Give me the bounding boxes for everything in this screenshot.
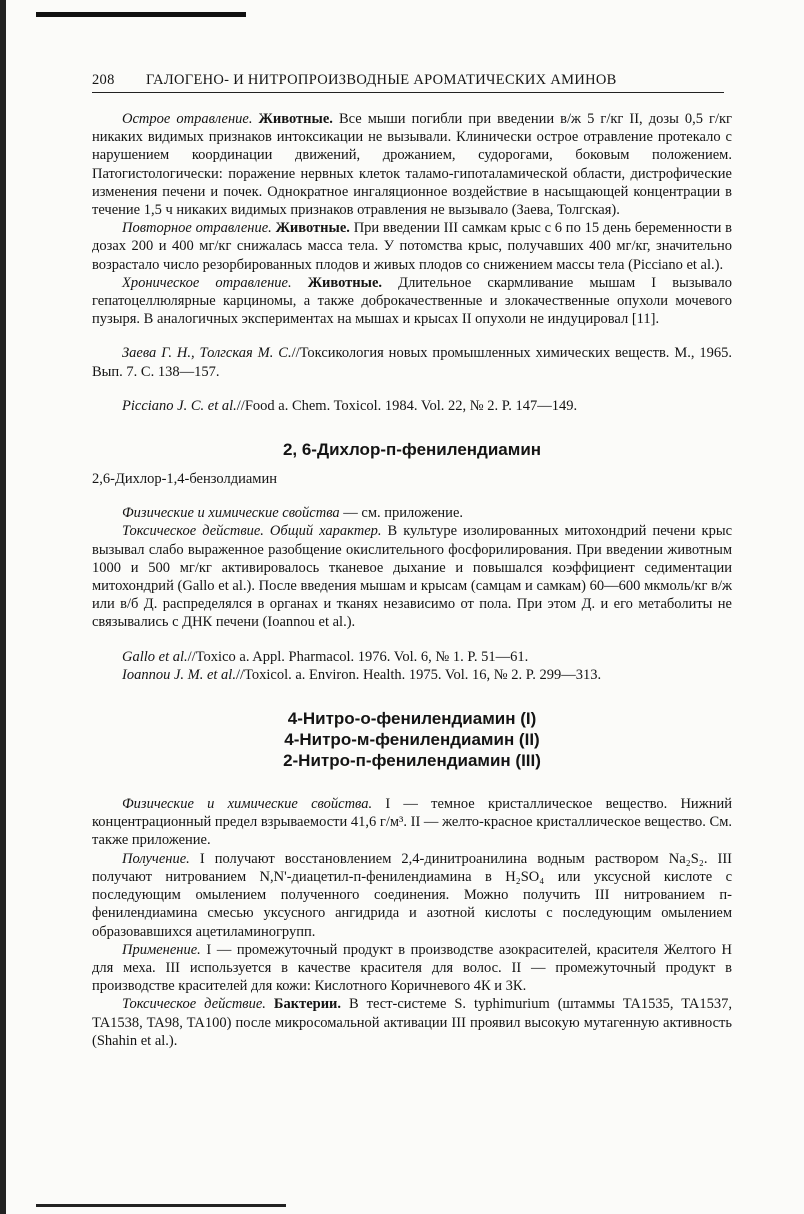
ref-authors: Gallo et al. — [122, 648, 188, 665]
label: Хроническое отравление. — [122, 274, 292, 291]
label: Токсическое действие. — [122, 996, 266, 1013]
text: I — промежуточный продукт в производстве азокрасителей, красителя Желтого Н для меха. III используется в качестве красителя для волос. II — промежуточный продукт в производстве красителей для кожи: Кислотного Коричневого 4К и 3К. — [92, 941, 732, 995]
page-content — [92, 110, 732, 1050]
bold-label: Животные. — [275, 220, 350, 237]
ref-authors: Picciano J. C. et al. — [122, 397, 237, 414]
label: Острое отравление. — [122, 111, 253, 127]
section-title: 4-Нитро-м-фенилендиамин (II) — [284, 730, 540, 750]
section-title: 2-Нитро-п-фенилендиамин (III) — [283, 751, 541, 771]
header-rule — [92, 92, 724, 93]
reference — [92, 397, 732, 415]
text: I получают восстановлением 2,4-динитроанилина водным раствором Na₂S₂. III получают нитрованием N,N'-диацетил-п-фенилендиамина в H₂SO₄ или уксусной кислоте с последующим омылением полученного соединения. Можно получить III нитрованием п-фенилендиамина смесью уксусного ангидрида и азотной кислоты с последующим омылением образовавшихся ацетиламиногрупп. — [92, 850, 732, 940]
text: В тест-системе S. typhimurium (штаммы TA1535, TA1537, TA1538, TA98, TA100) после микросомальной активации III проявил высокую мутагенную активность (Shahin et al.). — [92, 996, 732, 1049]
scan-mark — [36, 12, 246, 17]
ref-authors: Ioannou J. M. et al. — [122, 666, 236, 683]
section-synonym: 2,6-Дихлор-1,4-бензолдиамин — [92, 471, 277, 488]
label: Токсическое действие. Общий характер. — [122, 523, 382, 540]
ref-text: //Toxico a. Appl. Pharmacol. 1976. Vol. 6, № 1. P. 51—61. — [187, 648, 529, 665]
label: Получение. — [122, 850, 190, 867]
section-title: 4-Нитро-о-фенилендиамин (I) — [287, 709, 537, 729]
text: В культуре изолированных митохондрий печени крыс вызывал слабо выраженное разобщение окислительного фосфорилирования. При введении животным 1000 и 500 мг/кг активировалось тканевое дыхание и повышался коэффициент седиментации митохондрий (Gallo et al.). После введения мышам и крысам (самцам и самкам) 60—600 мкмоль/кг в/ж или в/б Д. распределялся в органах и тканях независимо от пола. При этом Д. и его метаболиты не связывались с ДНК печени (Ioannou et al.). — [92, 523, 733, 631]
reference — [92, 666, 732, 684]
label: Физические и химические свойства — [122, 505, 340, 522]
ref-authors: Заева Г. Н., Толгская М. С. — [122, 345, 292, 362]
section-title: 2, 6-Дихлор-п-фенилендиамин — [282, 440, 542, 460]
reference — [92, 648, 732, 666]
section-title-group — [92, 708, 732, 771]
paragraph-repeated — [92, 219, 732, 274]
ref-text: //Food a. Chem. Toxicol. 1984. Vol. 22, № 2. P. 147—149. — [236, 397, 578, 414]
text: — см. приложение. — [343, 505, 464, 522]
paragraph-chronic — [92, 274, 732, 329]
page-number: 208 — [92, 72, 115, 88]
text: При введении III самкам крыс с 6 по 15 день беременности в дозах 200 и 400 мг/кг снижалась масса тела. У потомства крыс, получавших 400 мг/кг, значительно возрастало число резорбированных плодов и живых плодов со снижением массы тела (Picciano et al.). — [92, 220, 733, 273]
scan-mark — [36, 1204, 286, 1207]
reference — [92, 344, 732, 380]
paragraph-properties — [92, 795, 732, 850]
paragraph-properties — [92, 504, 732, 522]
text: I — темное кристаллическое вещество. Нижний концентрационный предел взрываемости 41,6 г/м³. II — желто-красное кристаллическое вещество. См. также приложение. — [92, 796, 732, 849]
bold-label: Бактерии. — [273, 996, 342, 1013]
paragraph-acute — [92, 110, 732, 219]
paragraph-production — [92, 850, 732, 941]
running-header — [92, 70, 732, 96]
running-title: ГАЛОГЕНО- И НИТРОПРОИЗВОДНЫЕ АРОМАТИЧЕСКИХ АМИНОВ — [146, 72, 617, 88]
paragraph-toxic — [92, 995, 732, 1050]
label: Применение. — [122, 941, 201, 958]
ref-text: //Toxicol. a. Environ. Health. 1975. Vol. 16, № 2. P. 299—313. — [235, 666, 602, 683]
paragraph-application — [92, 941, 732, 996]
label: Физические и химические свойства. — [122, 796, 373, 813]
label: Повторное отравление. — [122, 220, 272, 237]
bold-label: Животные. — [258, 111, 333, 127]
bold-label: Животные. — [307, 274, 383, 291]
text: Все мыши погибли при введении в/ж 5 г/кг II, дозы 0,5 г/кг никаких видимых признаков интоксикации не вызывали. Клинически острое отравление протекало с нарушением координации движений, дрожанием, судорогами, боковым положением. Патогистологически: поражение нервных клеток таламо-гипоталамической области, дистрофические изменения печени и почек. Однократное ингаляционное воздействие в насыщающей концентрации в течение 1,5 ч никаких видимых признаков отравления не вызывало (Заева, Толгская). — [92, 111, 732, 219]
ref-text: //Токсикология новых промышленных химических веществ. М., 1965. Вып. 7. С. 138—157. — [92, 345, 732, 380]
paragraph-toxic — [92, 522, 732, 631]
scan-edge — [0, 0, 6, 1214]
text: Длительное скармливание мышам I вызывало гепатоцеллюлярные карциномы, а также доброкачественные и злокачественные опухоли мочевого пузыря. В аналогичных экспериментах на мышах и крысах II опухоли не индуцировал [11]. — [92, 274, 732, 328]
